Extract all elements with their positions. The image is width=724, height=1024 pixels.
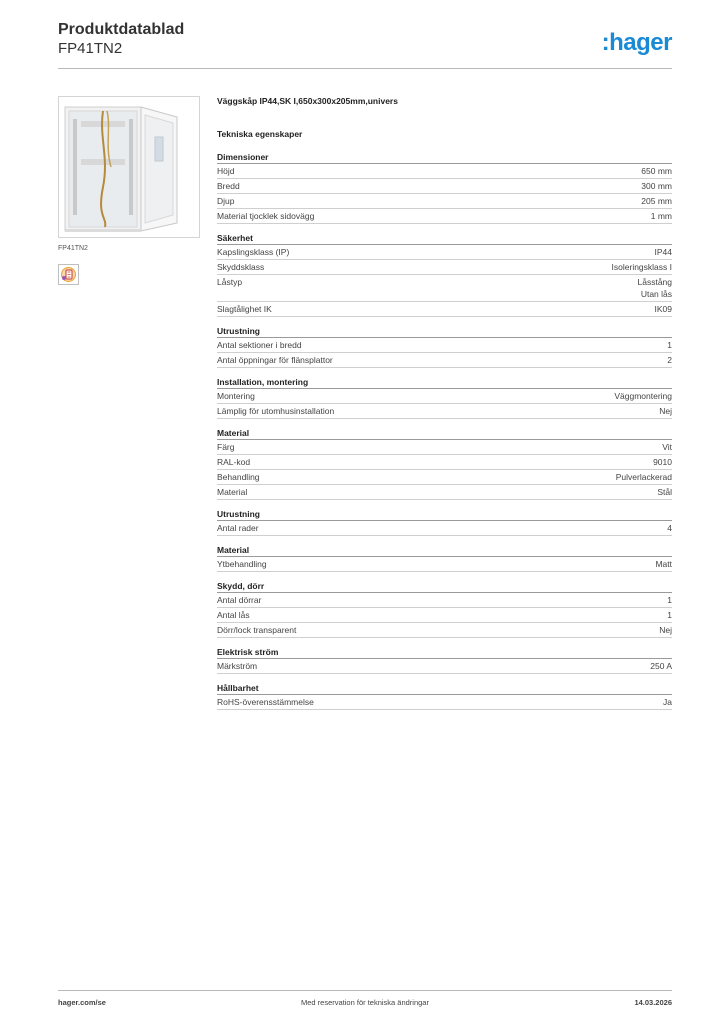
property-value bbox=[667, 354, 672, 366]
property-group bbox=[217, 150, 672, 224]
property-value-line: 1 bbox=[667, 610, 672, 620]
properties-heading: Tekniska egenskaper bbox=[217, 129, 303, 139]
property-group bbox=[217, 375, 672, 419]
property-group bbox=[217, 231, 672, 317]
property-label: Djup bbox=[217, 196, 235, 206]
property-value bbox=[662, 441, 672, 453]
footer-divider bbox=[58, 990, 672, 991]
property-value bbox=[667, 609, 672, 621]
property-label: Bredd bbox=[217, 181, 240, 191]
property-label: Slagtålighet IK bbox=[217, 304, 272, 314]
wall-cabinet-image bbox=[59, 97, 199, 237]
property-row bbox=[217, 695, 672, 710]
property-label: Kapslingsklass (IP) bbox=[217, 247, 290, 257]
property-value bbox=[655, 303, 673, 315]
property-value bbox=[667, 594, 672, 606]
property-value-line: Nej bbox=[659, 406, 672, 416]
image-caption: FP41TN2 bbox=[58, 245, 88, 252]
property-label: Antal rader bbox=[217, 523, 259, 533]
footer-date: 14.03.2026 bbox=[634, 998, 672, 1007]
property-row bbox=[217, 179, 672, 194]
hager-logo[interactable]: :hager bbox=[601, 29, 672, 56]
group-title: Material bbox=[217, 543, 672, 557]
property-group bbox=[217, 426, 672, 500]
group-title: Hållbarhet bbox=[217, 681, 672, 695]
group-title: Installation, montering bbox=[217, 375, 672, 389]
property-label: Montering bbox=[217, 391, 255, 401]
property-value-line: IP44 bbox=[654, 247, 672, 257]
property-value-line: 650 mm bbox=[641, 166, 672, 176]
footer-website-link[interactable]: hager.com/se bbox=[58, 998, 106, 1007]
property-group bbox=[217, 681, 672, 710]
property-value-line: Stål bbox=[657, 487, 672, 497]
property-row bbox=[217, 404, 672, 419]
property-value-line: Matt bbox=[655, 559, 672, 569]
property-label: Färg bbox=[217, 442, 235, 452]
property-label: RoHS-överensstämmelse bbox=[217, 697, 314, 707]
property-label: Höjd bbox=[217, 166, 235, 176]
property-row bbox=[217, 623, 672, 638]
property-value-line: Pulverlackerad bbox=[615, 472, 672, 482]
property-row bbox=[217, 338, 672, 353]
certification-badge-icon bbox=[58, 264, 79, 285]
property-label: Behandling bbox=[217, 472, 260, 482]
property-label: Låstyp bbox=[217, 277, 243, 287]
property-row bbox=[217, 455, 672, 470]
property-value-line: 2 bbox=[667, 355, 672, 365]
property-value-line: Isoleringsklass I bbox=[611, 262, 672, 272]
property-value bbox=[638, 276, 673, 300]
property-value bbox=[651, 210, 672, 222]
property-row bbox=[217, 593, 672, 608]
group-title: Utrustning bbox=[217, 507, 672, 521]
product-code: FP41TN2 bbox=[58, 40, 123, 57]
header-divider bbox=[58, 68, 672, 69]
property-value bbox=[659, 624, 672, 636]
property-value bbox=[650, 660, 672, 672]
property-label: Antal öppningar för flänsplattor bbox=[217, 355, 333, 365]
property-value-line: 300 mm bbox=[641, 181, 672, 191]
property-row bbox=[217, 608, 672, 623]
page-header bbox=[58, 21, 672, 69]
property-value bbox=[659, 405, 672, 417]
product-name: Väggskåp IP44,SK I,650x300x205mm,univers bbox=[217, 96, 398, 106]
product-image bbox=[58, 96, 200, 238]
property-label: Ytbehandling bbox=[217, 559, 267, 569]
property-value bbox=[657, 486, 672, 498]
page-footer bbox=[58, 998, 672, 1010]
property-value-line: 4 bbox=[667, 523, 672, 533]
property-row bbox=[217, 260, 672, 275]
property-row bbox=[217, 557, 672, 572]
property-row bbox=[217, 659, 672, 674]
property-value bbox=[641, 180, 672, 192]
property-group bbox=[217, 579, 672, 638]
property-value-line: 1 bbox=[667, 340, 672, 350]
property-value-line: 205 mm bbox=[641, 196, 672, 206]
group-title: Elektrisk ström bbox=[217, 645, 672, 659]
property-row bbox=[217, 470, 672, 485]
property-value bbox=[616, 471, 672, 483]
property-row bbox=[217, 164, 672, 179]
property-row bbox=[217, 521, 672, 536]
group-title: Utrustning bbox=[217, 324, 672, 338]
footer-disclaimer: Med reservation för tekniska ändringar bbox=[301, 998, 429, 1007]
property-row bbox=[217, 245, 672, 260]
property-value bbox=[612, 261, 672, 273]
property-row bbox=[217, 275, 672, 302]
property-value bbox=[614, 390, 672, 402]
property-label: RAL-kod bbox=[217, 457, 251, 467]
group-title: Skydd, dörr bbox=[217, 579, 672, 593]
document-title: Produktdatablad bbox=[58, 21, 185, 38]
property-label: Antal dörrar bbox=[217, 595, 262, 605]
property-row bbox=[217, 485, 672, 500]
property-value-line: Ja bbox=[663, 697, 672, 707]
property-value-line: 250 A bbox=[650, 661, 672, 671]
property-value-line: IK09 bbox=[654, 304, 672, 314]
property-label: Material bbox=[217, 487, 248, 497]
property-value-line: Vit bbox=[662, 442, 672, 452]
group-title: Dimensioner bbox=[217, 150, 672, 164]
property-label: Lämplig för utomhusinstallation bbox=[217, 406, 335, 416]
property-value bbox=[667, 339, 672, 351]
property-group bbox=[217, 645, 672, 674]
property-label: Antal sektioner i bredd bbox=[217, 340, 302, 350]
property-value bbox=[663, 696, 672, 708]
property-label: Märkström bbox=[217, 661, 258, 671]
property-value-line: Nej bbox=[659, 625, 672, 635]
property-value-line: 9010 bbox=[653, 457, 672, 467]
property-label: Skyddsklass bbox=[217, 262, 265, 272]
property-group bbox=[217, 324, 672, 368]
property-value-line: Väggmontering bbox=[614, 391, 672, 401]
property-group bbox=[217, 507, 672, 536]
property-value bbox=[653, 456, 672, 468]
property-label: Antal lås bbox=[217, 610, 250, 620]
property-value-line: Utan lås bbox=[640, 289, 672, 299]
property-row bbox=[217, 209, 672, 224]
property-value-line: Låsstång bbox=[637, 277, 672, 287]
property-groups bbox=[217, 150, 672, 710]
product-details bbox=[217, 95, 672, 710]
property-label: Material tjocklek sidovägg bbox=[217, 211, 315, 221]
property-row bbox=[217, 194, 672, 209]
property-group bbox=[217, 543, 672, 572]
group-title: Material bbox=[217, 426, 672, 440]
property-value bbox=[641, 195, 672, 207]
property-row bbox=[217, 389, 672, 404]
property-value bbox=[655, 246, 673, 258]
property-value-line: 1 bbox=[667, 595, 672, 605]
property-row bbox=[217, 440, 672, 455]
property-label: Dörr/lock transparent bbox=[217, 625, 297, 635]
group-title: Säkerhet bbox=[217, 231, 672, 245]
property-row bbox=[217, 302, 672, 317]
property-value bbox=[641, 165, 672, 177]
property-value-line: 1 mm bbox=[650, 211, 672, 221]
property-value bbox=[655, 558, 672, 570]
property-row bbox=[217, 353, 672, 368]
property-value bbox=[667, 522, 672, 534]
